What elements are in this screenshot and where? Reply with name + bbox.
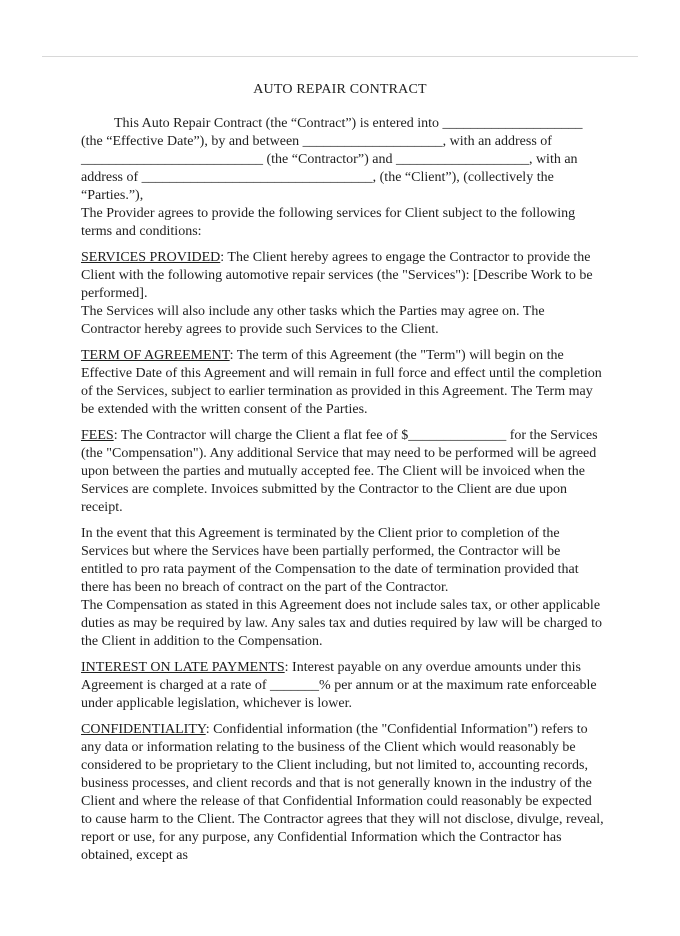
interest-text: : Interest payable on any overdue amounts under this Agreement is charged at a rate of _______% per annum or at the maximum rate enforceable under applicable legislation, whichever is lower. [81, 660, 597, 711]
document-title: AUTO REPAIR CONTRACT [253, 82, 427, 97]
header-divider [42, 56, 638, 57]
services-section [81, 249, 605, 339]
term-paragraph [81, 347, 605, 419]
fees-section [81, 427, 605, 517]
term-text: : The term of this Agreement (the "Term") will begin on the Effective Date of this Agreement and will remain in full force and effect until the completion of the Services, subject to earlier termination as provided in this Agreement. The Term may be extended with the written consent of the Parties. [81, 348, 602, 417]
term-section [81, 347, 605, 419]
interest-section [81, 659, 605, 713]
termination-section [81, 525, 605, 651]
services-continuation: The Services will also include any other tasks which the Parties may agree on. The Contractor hereby agrees to provide such Services to the Client. [81, 304, 545, 337]
confidentiality-text: : Confidential information (the "Confidential Information") refers to any data or information relating to the business of the Client which would reasonably be considered to be proprietary to the Client including, but not limited to, accounting records, business processes, and client records and that is not generally known in the industry of the Client and where the release of that Confidential Information could reasonably be expected to cause harm to the Client. The Contractor agrees that they will not disclose, divulge, reveal, report or use, for any purpose, any Confidential Information which the Contractor has obtained, except as [81, 722, 604, 863]
confidentiality-section [81, 721, 605, 865]
termination-paragraph: In the event that this Agreement is terminated by the Client prior to completion of the Services but where the Services have been partially performed, the Contractor will be entitled to pro rata payment of the Compensation to the date of termination provided that there has been no breach of contract on the part of the Contractor. [81, 526, 579, 595]
contract-document [0, 56, 680, 865]
document-body [0, 115, 680, 865]
services-heading: SERVICES PROVIDED [81, 250, 221, 265]
confidentiality-paragraph [81, 721, 605, 865]
compensation-tax-paragraph: The Compensation as stated in this Agreement does not include sales tax, or other applicable duties as may be required by law. Any sales tax and duties required by law will be charged to the Client in addition to the Compensation. [81, 598, 602, 649]
page [0, 56, 680, 936]
services-paragraph [81, 249, 605, 303]
fees-heading: FEES [81, 428, 114, 443]
provider-clause: The Provider agrees to provide the following services for Client subject to the following terms and conditions: [81, 206, 576, 239]
term-heading: TERM OF AGREEMENT [81, 348, 230, 363]
interest-paragraph [81, 659, 605, 713]
confidentiality-heading: CONFIDENTIALITY [81, 722, 206, 737]
fees-text: : The Contractor will charge the Client a flat fee of $______________ for the Services (the "Compensation"). Any additional Service that may need to be performed will be agreed upon between the parties and mutually accepted fee. The Client will be invoiced when the Services are complete. Invoices submitted by the Contractor to the Client are due upon receipt. [81, 428, 598, 515]
intro-paragraph: This Auto Repair Contract (the “Contract”) is entered into ____________________ (the “Effective Date”), by and between ____________________, with an address of __________________________ (the “Contractor”) and ___________________, with an address of _________________________________, (the “Client”), (collectively the “Parties.”), [81, 116, 583, 203]
interest-heading: INTEREST ON LATE PAYMENTS [81, 660, 285, 675]
services-text: : The Client hereby agrees to engage the Contractor to provide the Client with the following automotive repair services (the "Services"): [Describe Work to be performed]. [81, 250, 593, 301]
fees-paragraph [81, 427, 605, 517]
